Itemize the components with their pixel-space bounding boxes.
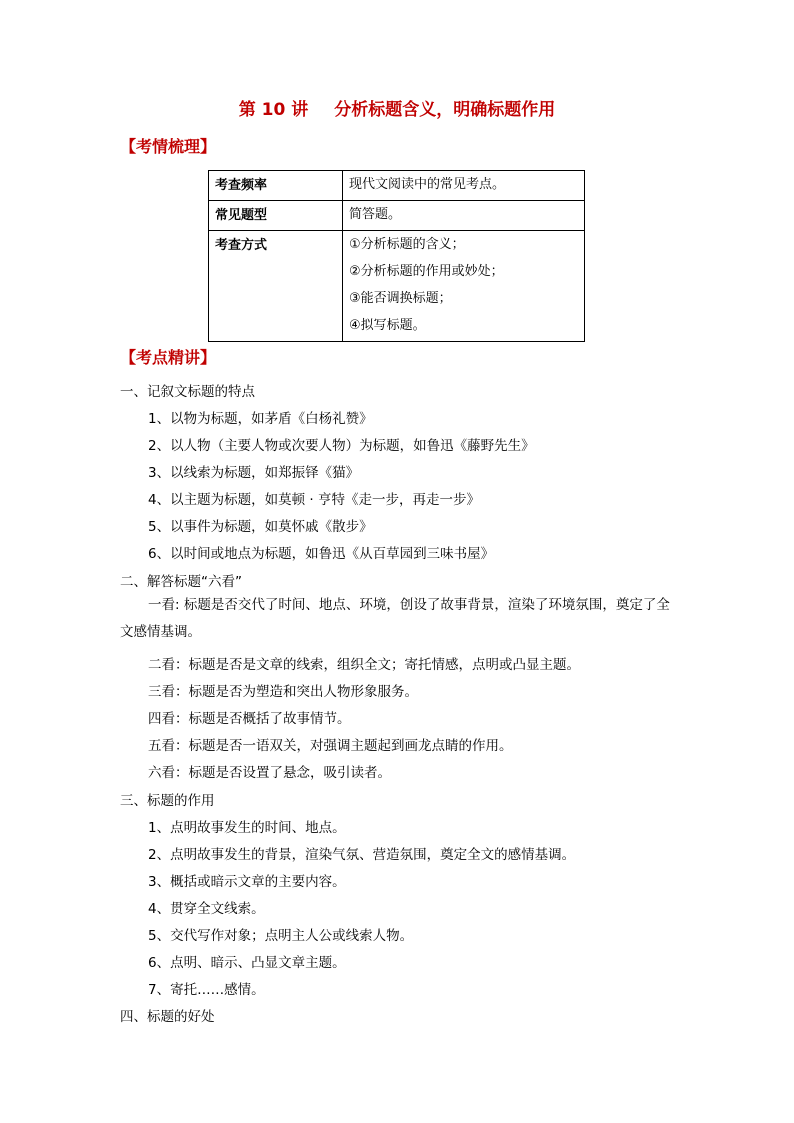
section-heading-key-points: 【考点精讲】 [120,348,217,367]
list-item: 五看：标题是否一语双关，对强调主题起到画龙点睛的作用。 [148,738,513,754]
exam-info-table [208,170,585,342]
list-item: 2、点明故事发生的背景，渲染气氛、营造氛围，奠定全文的感情基调。 [148,847,576,863]
lesson-topic: 分析标题含义，明确标题作用 [334,100,556,120]
table-row [209,171,585,201]
list-item: 3、概括或暗示文章的主要内容。 [148,874,346,890]
table-value-line: ①分析标题的含义； [349,237,465,252]
list-item: 6、以时间或地点为标题，如鲁迅《从百草园到三味书屋》 [148,546,495,562]
list-item: 6、点明、暗示、凸显文章主题。 [148,955,346,971]
table-row [209,231,585,342]
heading-title-functions: 三、标题的作用 [120,793,215,809]
heading-title-benefits: 四、标题的好处 [120,1009,215,1025]
list-item: 2、以人物（主要人物或次要人物）为标题，如鲁迅《藤野先生》 [148,438,535,454]
table-value-line: ④拟写标题。 [349,318,426,333]
page-title [0,95,794,120]
list-item: 3、以线索为标题，如郑振铎《猫》 [148,465,360,481]
table-value [343,231,585,342]
list-item: 六看：标题是否设置了悬念，吸引读者。 [148,765,391,781]
list-item: 四看：标题是否概括了故事情节。 [148,711,351,727]
table-key: 考查方式 [209,231,343,342]
table-value-line: 简答题。 [349,207,402,222]
list-item: 4、以主题为标题，如莫顿 · 亨特《走一步，再走一步》 [148,492,480,508]
section-heading-exam-analysis: 【考情梳理】 [120,137,217,156]
list-item: 7、寄托……感情。 [148,982,265,998]
list-item: 1、以物为标题，如茅盾《白杨礼赞》 [148,411,373,427]
paragraph-first-look: 一看: 标题是否交代了时间、地点、环境，创设了故事背景，渲染了环境氛围，奠定了全文感情基调。 [120,597,670,640]
table-value-line: 现代文阅读中的常见考点。 [349,177,506,192]
heading-six-looks: 二、解答标题“六看” [120,574,242,590]
list-item: 二看：标题是否是文章的线索，组织全文；寄托情感，点明或凸显主题。 [148,657,580,673]
table-row [209,201,585,231]
heading-title-features: 一、记叙文标题的特点 [120,384,255,400]
list-item: 5、交代写作对象；点明主人公或线索人物。 [148,928,414,944]
table-key: 考查频率 [209,171,343,201]
list-item: 1、点明故事发生的时间、地点。 [148,820,346,836]
list-item: 4、贯穿全文线索。 [148,901,265,917]
table-key: 常见题型 [209,201,343,231]
table-value-line: ②分析标题的作用或妙处； [349,264,504,279]
table-value-line: ③能否调换标题； [349,291,452,306]
lesson-number: 第 10 讲 [238,100,309,120]
list-item: 三看：标题是否为塑造和突出人物形象服务。 [148,684,418,700]
table-value [343,201,585,231]
table-value [343,171,585,201]
list-item: 5、以事件为标题，如莫怀戚《散步》 [148,519,373,535]
